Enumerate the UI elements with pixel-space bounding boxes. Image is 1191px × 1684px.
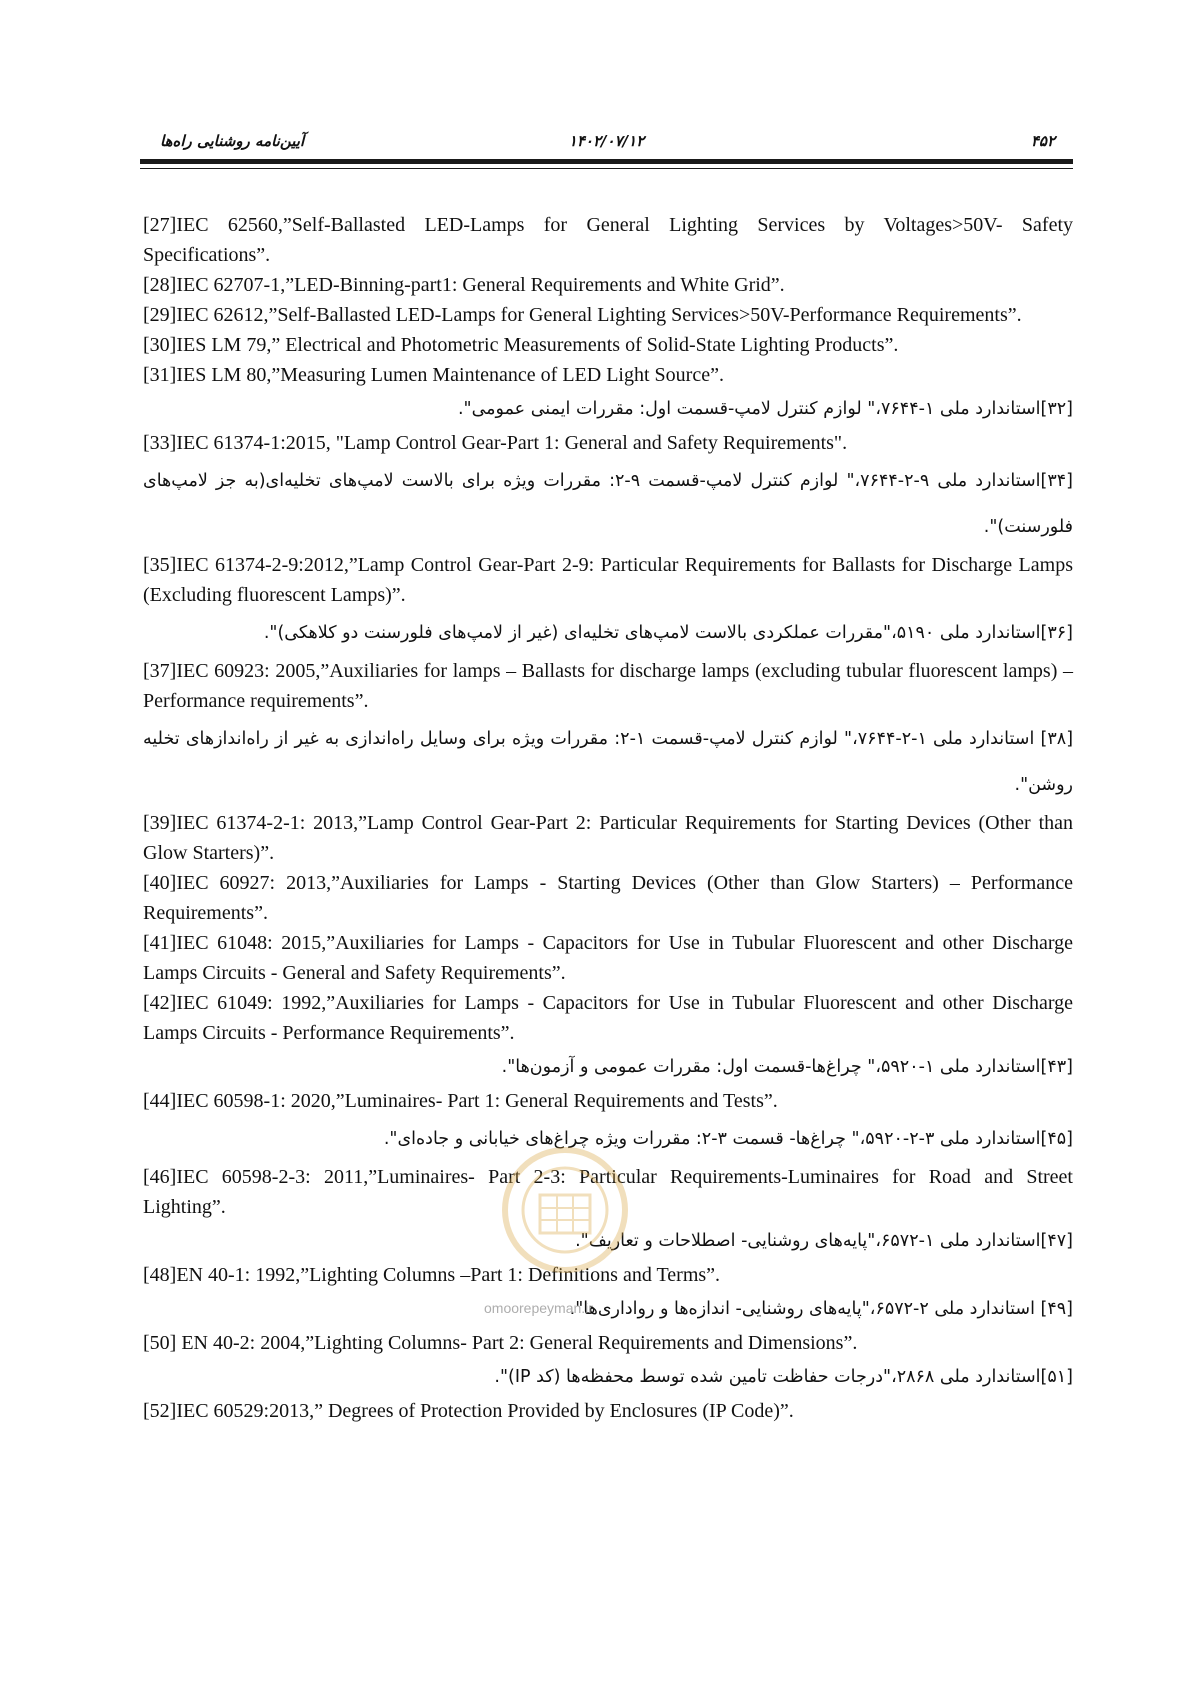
running-title: آیین‌نامه روشنایی راه‌ها xyxy=(160,132,305,150)
reference-item: [۳۲]استاندارد ملی ۱-۷۶۴۴،" لوازم کنترل لامپ-قسمت اول: مقررات ایمنی عمومی". xyxy=(457,399,1073,419)
page-header xyxy=(140,128,1073,160)
reference-item: [44]IEC 60598-1: 2020,”Luminaires- Part 1: General Requirements and Tests”. xyxy=(143,1090,778,1112)
watermark-logo-icon xyxy=(495,1140,635,1290)
reference-item: [48]EN 40-1: 1992,”Lighting Columns –Part 1: Definitions and Terms”. xyxy=(143,1264,721,1286)
watermark-text: omoorepeyman.ir xyxy=(484,1300,593,1316)
reference-item: [42]IEC 61049: 1992,”Auxiliaries for Lamps - Capacitors for Use in Tubular Fluorescent and other Discharge Lamps Circuits - Performance Requirements”. xyxy=(143,992,1073,1044)
header-rule-thick xyxy=(140,159,1073,164)
reference-item: [46]IEC 60598-2-3: 2011,”Luminaires- Part 2-3: Particular Requirements-Luminaires for Road and Street Lighting”. xyxy=(143,1166,1073,1218)
header-rule-thin xyxy=(140,168,1073,169)
reference-item: [50] EN 40-2: 2004,”Lighting Columns- Part 2: General Requirements and Dimensions”. xyxy=(143,1332,858,1354)
reference-item: [۳۴]استاندارد ملی ۹-۲-۷۶۴۴،" لوازم کنترل لامپ-قسمت ۹-۲: مقررات ویژه برای بالاست لامپ‌های تخلیه‌ای(به جز لامپ‌های فلورسنت)". xyxy=(143,471,1073,537)
reference-item: [52]IEC 60529:2013,” Degrees of Protection Provided by Enclosures (IP Code)”. xyxy=(143,1400,794,1422)
reference-item: [۴۷]استاندارد ملی ۱-۶۵۷۲،"پایه‌های روشنایی- اصطلاحات و تعاریف". xyxy=(575,1231,1073,1251)
reference-item: [30]IES LM 79,” Electrical and Photometric Measurements of Solid-State Lighting Products”. xyxy=(143,334,899,356)
reference-item: [27]IEC 62560,”Self-Ballasted LED-Lamps for General Lighting Services by Voltages>50V- Safety Specifications”. xyxy=(143,214,1073,266)
reference-item: [28]IEC 62707-1,”LED-Binning-part1: General Requirements and White Grid”. xyxy=(143,274,785,296)
page-number: ۴۵۲ xyxy=(1030,132,1055,150)
reference-item: [۴۳]استاندارد ملی ۱-۵۹۲۰،" چراغ‌ها-قسمت اول: مقررات عمومی و آزمون‌ها". xyxy=(501,1057,1073,1077)
reference-item: [۳۶]استاندارد ملی ۵۱۹۰،"مقررات عملکردی بالاست لامپ‌های تخلیه‌ای (غیر از لامپ‌های فلورسنت دو کلاهکی)". xyxy=(263,623,1073,643)
reference-item: [37]IEC 60923: 2005,”Auxiliaries for lamps – Ballasts for discharge lamps (excluding tubular fluorescent lamps) – Performance requirements”. xyxy=(143,660,1073,712)
header-date: ۱۴۰۲/۰۷/۱۲ xyxy=(568,132,645,150)
reference-item: [31]IES LM 80,”Measuring Lumen Maintenance of LED Light Source”. xyxy=(143,364,724,386)
reference-item: [29]IEC 62612,”Self-Ballasted LED-Lamps for General Lighting Services>50V-Performance Requirements”. xyxy=(143,304,1022,326)
reference-item: [35]IEC 61374-2-9:2012,”Lamp Control Gear-Part 2-9: Particular Requirements for Ballasts for Discharge Lamps (Excluding fluorescent Lamps)”. xyxy=(143,554,1073,606)
reference-item: [۳۸] استاندارد ملی ۱-۲-۷۶۴۴،" لوازم کنترل لامپ-قسمت ۱-۲: مقررات ویژه برای وسایل راه‌اندازی به غیر از راه‌اندازهای تخلیه روشن". xyxy=(143,729,1074,795)
reference-item: [۴۵]استاندارد ملی ۳-۲-۵۹۲۰،" چراغ‌ها- قسمت ۳-۲: مقررات ویژه چراغ‌های خیابانی و جاده‌ای". xyxy=(383,1129,1073,1149)
reference-item: [33]IEC 61374-1:2015, "Lamp Control Gear-Part 1: General and Safety Requirements". xyxy=(143,432,848,454)
reference-item: [۴۹] استاندارد ملی ۲-۶۵۷۲،"پایه‌های روشنایی- اندازه‌ها و رواداری‌ها". xyxy=(569,1299,1073,1319)
reference-item: [41]IEC 61048: 2015,”Auxiliaries for Lamps - Capacitors for Use in Tubular Fluorescent and other Discharge Lamps Circuits - General and Safety Requirements”. xyxy=(143,932,1073,984)
reference-item: [40]IEC 60927: 2013,”Auxiliaries for Lamps - Starting Devices (Other than Glow Starters) – Performance Requirements”. xyxy=(143,872,1073,924)
reference-item: [۵۱]استاندارد ملی ۲۸۶۸،"درجات حفاظت تامین شده توسط محفظه‌ها (کد IP)". xyxy=(494,1367,1073,1387)
reference-item: [39]IEC 61374-2-1: 2013,”Lamp Control Gear-Part 2: Particular Requirements for Starting Devices (Other than Glow Starters)”. xyxy=(143,812,1073,864)
